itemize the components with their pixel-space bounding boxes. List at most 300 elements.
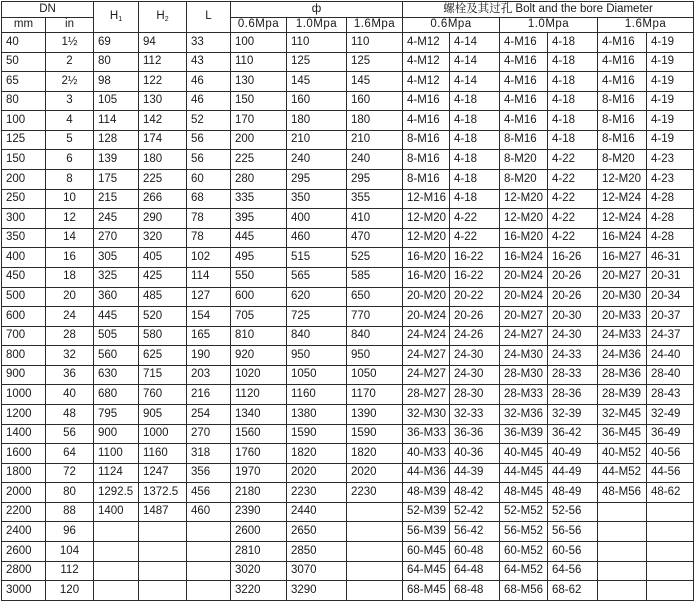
h1-cell: 270 bbox=[94, 228, 139, 248]
table-row bbox=[2, 502, 694, 522]
bore-1-6-cell: 4-19 bbox=[647, 91, 694, 111]
h1-cell: 80 bbox=[94, 52, 139, 72]
bolt-0-6-cell: 40-M33 bbox=[403, 444, 450, 464]
phi-1-0-cell: 125 bbox=[287, 52, 347, 72]
phi-1-0-cell: 110 bbox=[287, 33, 347, 53]
phi-1-0-cell: 460 bbox=[287, 228, 347, 248]
h1-cell: 900 bbox=[94, 424, 139, 444]
h1-cell: 1400 bbox=[94, 502, 139, 522]
phi-1-6-cell bbox=[347, 581, 403, 601]
phi-0-6-cell: 445 bbox=[231, 228, 287, 248]
bore-1-6-cell: 20-37 bbox=[647, 307, 694, 327]
table-row bbox=[2, 189, 694, 209]
table-row bbox=[2, 91, 694, 111]
phi-1-0-cell: 950 bbox=[287, 346, 347, 366]
bore-1-6-cell: 4-28 bbox=[647, 228, 694, 248]
l-cell: 33 bbox=[187, 33, 231, 53]
bolt-1-6-cell: 8-M16 bbox=[598, 91, 647, 111]
bore-1-0-cell: 60-56 bbox=[548, 542, 598, 562]
h1-cell: 245 bbox=[94, 209, 139, 229]
bolt-1-0-cell: 20-M27 bbox=[500, 307, 548, 327]
h1-cell: 325 bbox=[94, 267, 139, 287]
phi-0-6-cell: 150 bbox=[231, 91, 287, 111]
bolt-0-6-cell: 16-M20 bbox=[403, 248, 450, 268]
phi-1-0-cell: 1380 bbox=[287, 404, 347, 424]
bore-1-0-cell: 4-18 bbox=[548, 111, 598, 131]
phi-0-6-cell: 1020 bbox=[231, 365, 287, 385]
bolt-1-6-cell: 8-M16 bbox=[598, 130, 647, 150]
bolt-0-6-cell: 64-M45 bbox=[403, 561, 450, 581]
bore-1-0-cell: 24-33 bbox=[548, 346, 598, 366]
h1-cell: 1124 bbox=[94, 463, 139, 483]
phi-0-6-cell: 280 bbox=[231, 170, 287, 190]
bolt-1-0-cell: 52-M52 bbox=[500, 502, 548, 522]
bore-1-6-cell: 40-56 bbox=[647, 444, 694, 464]
l-cell: 60 bbox=[187, 170, 231, 190]
h2-cell: 1160 bbox=[139, 444, 187, 464]
dn-in-cell: 64 bbox=[46, 444, 94, 464]
phi-1-0-cell: 3290 bbox=[287, 581, 347, 601]
h1-cell: 1100 bbox=[94, 444, 139, 464]
bolt-0-6-cell: 4-M12 bbox=[403, 52, 450, 72]
l-cell: 456 bbox=[187, 483, 231, 503]
h1-cell: 215 bbox=[94, 189, 139, 209]
bore-1-6-cell: 4-19 bbox=[647, 72, 694, 92]
bore-1-0-cell: 68-62 bbox=[548, 581, 598, 601]
dn-in-cell: 96 bbox=[46, 522, 94, 542]
bolt-1-0-cell: 24-M27 bbox=[500, 326, 548, 346]
bolt-1-0-cell: 32-M36 bbox=[500, 404, 548, 424]
bore-1-6-cell: 4-19 bbox=[647, 130, 694, 150]
bore-1-6-cell: 4-19 bbox=[647, 33, 694, 53]
dn-mm-cell: 1000 bbox=[2, 385, 46, 405]
dn-mm-cell: 150 bbox=[2, 150, 46, 170]
bore-1-6-cell bbox=[647, 561, 694, 581]
dn-mm-cell: 50 bbox=[2, 52, 46, 72]
bore-1-6-cell bbox=[647, 502, 694, 522]
bolt-0-6-cell: 60-M45 bbox=[403, 542, 450, 562]
phi-1-6-cell: 145 bbox=[347, 72, 403, 92]
bore-0-6-cell: 48-42 bbox=[450, 483, 500, 503]
phi-1-6-cell: 180 bbox=[347, 111, 403, 131]
bore-0-6-cell: 4-14 bbox=[450, 33, 500, 53]
l-cell: 68 bbox=[187, 189, 231, 209]
dn-header: DN bbox=[2, 2, 94, 18]
bore-1-6-cell: 48-62 bbox=[647, 483, 694, 503]
bolt-1-0-cell: 48-M45 bbox=[500, 483, 548, 503]
phi-1-6-cell bbox=[347, 561, 403, 581]
bore-1-0-cell: 56-56 bbox=[548, 522, 598, 542]
phi-1-0-cell: 1160 bbox=[287, 385, 347, 405]
bolt-1-6-cell: 20-M30 bbox=[598, 287, 647, 307]
table-row bbox=[2, 522, 694, 542]
bore-1-6-cell: 4-19 bbox=[647, 52, 694, 72]
bolt-1-6-cell: 12-M24 bbox=[598, 189, 647, 209]
dn-mm-cell: 700 bbox=[2, 326, 46, 346]
phi-1-6-cell: 1390 bbox=[347, 404, 403, 424]
phi-0-6-cell: 1560 bbox=[231, 424, 287, 444]
h2-cell: 266 bbox=[139, 189, 187, 209]
phi-1-6-cell: 1820 bbox=[347, 444, 403, 464]
dn-in-cell: 3 bbox=[46, 91, 94, 111]
bolt-1-6-cell: 4-M16 bbox=[598, 52, 647, 72]
dn-mm-cell: 2400 bbox=[2, 522, 46, 542]
dn-mm-cell: 3000 bbox=[2, 581, 46, 601]
bore-0-6-cell: 20-26 bbox=[450, 307, 500, 327]
bolt-1-6-cell: 24-M33 bbox=[598, 326, 647, 346]
table-row bbox=[2, 111, 694, 131]
l-cell bbox=[187, 561, 231, 581]
bore-0-6-cell: 4-18 bbox=[450, 111, 500, 131]
phi-1-6-cell: 950 bbox=[347, 346, 403, 366]
dn-in-cell: 2 bbox=[46, 52, 94, 72]
h2-cell: 174 bbox=[139, 130, 187, 150]
phi-0-6-cell: 170 bbox=[231, 111, 287, 131]
dn-mm-cell: 600 bbox=[2, 307, 46, 327]
bolt-1-0-cell: 68-M56 bbox=[500, 581, 548, 601]
dn-in-cell: 40 bbox=[46, 385, 94, 405]
phi-1-6-header: 1.6Mpa bbox=[347, 18, 403, 33]
l-header: L bbox=[187, 2, 231, 33]
phi-1-0-cell: 1590 bbox=[287, 424, 347, 444]
table-row bbox=[2, 209, 694, 229]
phi-0-6-cell: 1120 bbox=[231, 385, 287, 405]
bolt-1-6-cell: 48-M56 bbox=[598, 483, 647, 503]
bolt-1-0-cell: 8-M20 bbox=[500, 170, 548, 190]
bore-0-6-cell: 68-48 bbox=[450, 581, 500, 601]
table-row bbox=[2, 326, 694, 346]
bore-1-6-cell: 4-23 bbox=[647, 170, 694, 190]
bolt-0-6-cell: 12-M20 bbox=[403, 228, 450, 248]
phi-1-0-cell: 2850 bbox=[287, 542, 347, 562]
bore-1-6-cell bbox=[647, 542, 694, 562]
bolt-0-6-cell: 4-M12 bbox=[403, 72, 450, 92]
h1-cell: 505 bbox=[94, 326, 139, 346]
bore-0-6-cell: 56-42 bbox=[450, 522, 500, 542]
bore-0-6-cell: 16-22 bbox=[450, 248, 500, 268]
bore-0-6-cell: 40-36 bbox=[450, 444, 500, 464]
l-cell: 203 bbox=[187, 365, 231, 385]
dn-in-cell: 28 bbox=[46, 326, 94, 346]
h2-cell: 1000 bbox=[139, 424, 187, 444]
bore-1-0-cell: 4-22 bbox=[548, 170, 598, 190]
dn-in-cell: 56 bbox=[46, 424, 94, 444]
bore-1-0-cell: 4-18 bbox=[548, 91, 598, 111]
dn-in-cell: 24 bbox=[46, 307, 94, 327]
bolt-1-0-cell: 4-M16 bbox=[500, 52, 548, 72]
phi-1-0-cell: 565 bbox=[287, 267, 347, 287]
phi-0-6-cell: 100 bbox=[231, 33, 287, 53]
bolt-1-0-cell: 8-M20 bbox=[500, 150, 548, 170]
bolt-0-6-cell: 52-M39 bbox=[403, 502, 450, 522]
bolt-1-0-cell: 4-M16 bbox=[500, 91, 548, 111]
bore-0-6-cell: 20-22 bbox=[450, 287, 500, 307]
dn-in-cell: 20 bbox=[46, 287, 94, 307]
dn-in-cell: 1½ bbox=[46, 33, 94, 53]
bore-0-6-cell: 4-22 bbox=[450, 209, 500, 229]
phi-1-0-cell: 620 bbox=[287, 287, 347, 307]
bolt-1-6-cell: 36-M45 bbox=[598, 424, 647, 444]
phi-1-0-cell: 210 bbox=[287, 130, 347, 150]
h2-cell bbox=[139, 522, 187, 542]
bolt-header: 螺栓及其过孔 Bolt and the bore Diameter bbox=[403, 2, 694, 18]
dn-in-cell: 120 bbox=[46, 581, 94, 601]
bolt-0-6-cell: 8-M16 bbox=[403, 130, 450, 150]
bore-1-0-cell: 24-30 bbox=[548, 326, 598, 346]
h2-cell: 320 bbox=[139, 228, 187, 248]
table-row bbox=[2, 542, 694, 562]
dn-mm-cell: 65 bbox=[2, 72, 46, 92]
l-cell: 78 bbox=[187, 228, 231, 248]
dn-in-cell: 18 bbox=[46, 267, 94, 287]
h2-cell: 290 bbox=[139, 209, 187, 229]
table-row bbox=[2, 483, 694, 503]
bore-1-0-cell: 4-22 bbox=[548, 209, 598, 229]
phi-0-6-cell: 2390 bbox=[231, 502, 287, 522]
l-cell: 460 bbox=[187, 502, 231, 522]
phi-1-0-header: 1.0Mpa bbox=[287, 18, 347, 33]
bore-0-6-cell: 4-18 bbox=[450, 189, 500, 209]
phi-1-6-cell: 2230 bbox=[347, 483, 403, 503]
dn-in-cell: 12 bbox=[46, 209, 94, 229]
bore-0-6-cell: 4-22 bbox=[450, 228, 500, 248]
l-cell: 127 bbox=[187, 287, 231, 307]
bore-0-6-cell: 24-26 bbox=[450, 326, 500, 346]
bore-0-6-cell: 52-42 bbox=[450, 502, 500, 522]
bore-0-6-cell: 24-30 bbox=[450, 346, 500, 366]
bore-1-6-cell: 44-56 bbox=[647, 463, 694, 483]
h1-cell: 1292.5 bbox=[94, 483, 139, 503]
dn-mm-cell: 125 bbox=[2, 130, 46, 150]
h1-cell: 680 bbox=[94, 385, 139, 405]
phi-0-6-cell: 395 bbox=[231, 209, 287, 229]
dn-in-cell: 6 bbox=[46, 150, 94, 170]
bolt-1-6-cell: 40-M52 bbox=[598, 444, 647, 464]
table-row bbox=[2, 404, 694, 424]
table-row bbox=[2, 365, 694, 385]
bolt-0-6-cell: 4-M16 bbox=[403, 111, 450, 131]
phi-0-6-cell: 920 bbox=[231, 346, 287, 366]
phi-0-6-cell: 2600 bbox=[231, 522, 287, 542]
l-cell: 154 bbox=[187, 307, 231, 327]
table-row bbox=[2, 346, 694, 366]
h2-header: $H_2$ bbox=[139, 2, 187, 33]
h2-cell bbox=[139, 561, 187, 581]
bore-0-6-cell: 24-30 bbox=[450, 365, 500, 385]
bore-1-6-cell: 4-28 bbox=[647, 189, 694, 209]
bolt-0-6-cell: 16-M20 bbox=[403, 267, 450, 287]
phi-0-6-cell: 495 bbox=[231, 248, 287, 268]
bolt-0-6-cell: 4-M12 bbox=[403, 33, 450, 53]
bolt-0-6-cell: 32-M30 bbox=[403, 404, 450, 424]
table-row bbox=[2, 248, 694, 268]
bore-1-6-cell bbox=[647, 522, 694, 542]
dn-mm-cell: 2800 bbox=[2, 561, 46, 581]
h1-cell bbox=[94, 561, 139, 581]
bore-1-0-cell: 4-18 bbox=[548, 52, 598, 72]
phi-1-0-cell: 350 bbox=[287, 189, 347, 209]
bore-1-6-cell: 32-49 bbox=[647, 404, 694, 424]
h2-cell: 225 bbox=[139, 170, 187, 190]
phi-1-6-cell: 110 bbox=[347, 33, 403, 53]
bore-1-0-cell: 44-49 bbox=[548, 463, 598, 483]
bore-1-6-cell: 36-49 bbox=[647, 424, 694, 444]
h2-cell: 715 bbox=[139, 365, 187, 385]
h2-cell: 1372.5 bbox=[139, 483, 187, 503]
dn-in-cell: 16 bbox=[46, 248, 94, 268]
l-cell: 52 bbox=[187, 111, 231, 131]
bolt-1-0-cell: 16-M24 bbox=[500, 248, 548, 268]
bore-1-6-cell bbox=[647, 581, 694, 601]
bolt-0-6-cell: 4-M16 bbox=[403, 91, 450, 111]
table-row bbox=[2, 170, 694, 190]
table-row bbox=[2, 444, 694, 464]
dn-mm-cell: 2000 bbox=[2, 483, 46, 503]
bolt-1-6-cell bbox=[598, 522, 647, 542]
table-row bbox=[2, 52, 694, 72]
flange-dimension-table bbox=[1, 1, 694, 601]
bolt-0-6-cell: 8-M16 bbox=[403, 150, 450, 170]
h1-cell: 128 bbox=[94, 130, 139, 150]
bolt-0-6-cell: 8-M16 bbox=[403, 170, 450, 190]
phi-1-6-cell bbox=[347, 502, 403, 522]
bore-1-6-cell: 28-43 bbox=[647, 385, 694, 405]
bolt-0-6-cell: 20-M20 bbox=[403, 287, 450, 307]
phi-1-6-cell: 210 bbox=[347, 130, 403, 150]
phi-0-6-cell: 200 bbox=[231, 130, 287, 150]
l-cell: 56 bbox=[187, 130, 231, 150]
phi-1-6-cell: 1050 bbox=[347, 365, 403, 385]
mm-header: mm bbox=[2, 18, 46, 33]
l-cell: 318 bbox=[187, 444, 231, 464]
phi-1-0-cell: 2650 bbox=[287, 522, 347, 542]
bolt-0-6-cell: 48-M39 bbox=[403, 483, 450, 503]
phi-0-6-cell: 1760 bbox=[231, 444, 287, 464]
h2-cell: 130 bbox=[139, 91, 187, 111]
phi-1-6-cell: 160 bbox=[347, 91, 403, 111]
dn-in-cell: 5 bbox=[46, 130, 94, 150]
phi-1-6-cell: 840 bbox=[347, 326, 403, 346]
table-row bbox=[2, 581, 694, 601]
dn-in-cell: 72 bbox=[46, 463, 94, 483]
phi-1-0-cell: 2020 bbox=[287, 463, 347, 483]
phi-1-0-cell: 1820 bbox=[287, 444, 347, 464]
bore-1-0-cell: 20-26 bbox=[548, 287, 598, 307]
bolt-1-0-header: 1.0Mpa bbox=[500, 18, 598, 33]
phi-1-0-cell: 240 bbox=[287, 150, 347, 170]
dn-in-cell: 36 bbox=[46, 365, 94, 385]
bolt-1-0-cell: 8-M16 bbox=[500, 130, 548, 150]
bore-1-0-cell: 4-18 bbox=[548, 130, 598, 150]
bore-1-6-cell: 20-31 bbox=[647, 267, 694, 287]
phi-1-6-cell: 650 bbox=[347, 287, 403, 307]
phi-1-6-cell: 770 bbox=[347, 307, 403, 327]
dn-mm-cell: 400 bbox=[2, 248, 46, 268]
bore-1-6-cell: 4-19 bbox=[647, 111, 694, 131]
l-cell: 78 bbox=[187, 209, 231, 229]
phi-1-0-cell: 2440 bbox=[287, 502, 347, 522]
bolt-1-0-cell: 4-M16 bbox=[500, 111, 548, 131]
h2-cell: 180 bbox=[139, 150, 187, 170]
dn-mm-cell: 250 bbox=[2, 189, 46, 209]
table-row bbox=[2, 267, 694, 287]
l-cell: 190 bbox=[187, 346, 231, 366]
dn-mm-cell: 80 bbox=[2, 91, 46, 111]
bore-1-0-cell: 20-30 bbox=[548, 307, 598, 327]
table-row bbox=[2, 385, 694, 405]
phi-1-0-cell: 515 bbox=[287, 248, 347, 268]
bolt-1-6-cell: 12-M24 bbox=[598, 209, 647, 229]
bore-1-0-cell: 4-22 bbox=[548, 228, 598, 248]
bolt-1-6-cell bbox=[598, 581, 647, 601]
bolt-1-6-cell: 28-M36 bbox=[598, 365, 647, 385]
bore-1-6-cell: 4-23 bbox=[647, 150, 694, 170]
bore-1-0-cell: 4-18 bbox=[548, 72, 598, 92]
bore-0-6-cell: 4-18 bbox=[450, 170, 500, 190]
h2-cell: 112 bbox=[139, 52, 187, 72]
bolt-0-6-cell: 44-M36 bbox=[403, 463, 450, 483]
bolt-1-6-cell: 28-M39 bbox=[598, 385, 647, 405]
h2-cell: 1487 bbox=[139, 502, 187, 522]
bolt-0-6-cell: 56-M39 bbox=[403, 522, 450, 542]
bolt-0-6-cell: 24-M27 bbox=[403, 365, 450, 385]
bolt-0-6-cell: 28-M27 bbox=[403, 385, 450, 405]
phi-1-6-cell: 1170 bbox=[347, 385, 403, 405]
h1-cell: 69 bbox=[94, 33, 139, 53]
table-row bbox=[2, 72, 694, 92]
h2-cell: 94 bbox=[139, 33, 187, 53]
bolt-0-6-cell: 12-M20 bbox=[403, 209, 450, 229]
l-cell: 254 bbox=[187, 404, 231, 424]
bore-1-0-cell: 36-42 bbox=[548, 424, 598, 444]
phi-0-6-cell: 1970 bbox=[231, 463, 287, 483]
phi-1-0-cell: 1050 bbox=[287, 365, 347, 385]
bore-1-6-cell: 20-34 bbox=[647, 287, 694, 307]
bolt-1-6-cell: 4-M16 bbox=[598, 72, 647, 92]
phi-1-0-cell: 3070 bbox=[287, 561, 347, 581]
h1-cell: 445 bbox=[94, 307, 139, 327]
bore-0-6-cell: 60-48 bbox=[450, 542, 500, 562]
bolt-0-6-cell: 24-M27 bbox=[403, 346, 450, 366]
l-cell: 43 bbox=[187, 52, 231, 72]
phi-1-6-cell: 240 bbox=[347, 150, 403, 170]
bolt-1-6-cell bbox=[598, 502, 647, 522]
bolt-1-0-cell: 36-M39 bbox=[500, 424, 548, 444]
phi-1-6-cell: 585 bbox=[347, 267, 403, 287]
bolt-1-6-cell: 16-M24 bbox=[598, 228, 647, 248]
bolt-1-6-cell: 4-M16 bbox=[598, 33, 647, 53]
bore-0-6-cell: 4-14 bbox=[450, 52, 500, 72]
bolt-1-0-cell: 64-M52 bbox=[500, 561, 548, 581]
bore-0-6-cell: 4-18 bbox=[450, 130, 500, 150]
phi-1-0-cell: 145 bbox=[287, 72, 347, 92]
l-cell: 216 bbox=[187, 385, 231, 405]
h1-header: $H_1$ bbox=[94, 2, 139, 33]
l-cell bbox=[187, 522, 231, 542]
phi-1-6-cell: 410 bbox=[347, 209, 403, 229]
h1-cell: 560 bbox=[94, 346, 139, 366]
phi-1-6-cell: 2020 bbox=[347, 463, 403, 483]
bolt-1-0-cell: 20-M24 bbox=[500, 287, 548, 307]
bolt-1-6-cell: 16-M27 bbox=[598, 248, 647, 268]
table-row bbox=[2, 150, 694, 170]
bolt-1-0-cell: 44-M45 bbox=[500, 463, 548, 483]
dn-mm-cell: 450 bbox=[2, 267, 46, 287]
dn-in-cell: 104 bbox=[46, 542, 94, 562]
h1-cell: 98 bbox=[94, 72, 139, 92]
bore-0-6-cell: 4-18 bbox=[450, 150, 500, 170]
phi-1-0-cell: 400 bbox=[287, 209, 347, 229]
